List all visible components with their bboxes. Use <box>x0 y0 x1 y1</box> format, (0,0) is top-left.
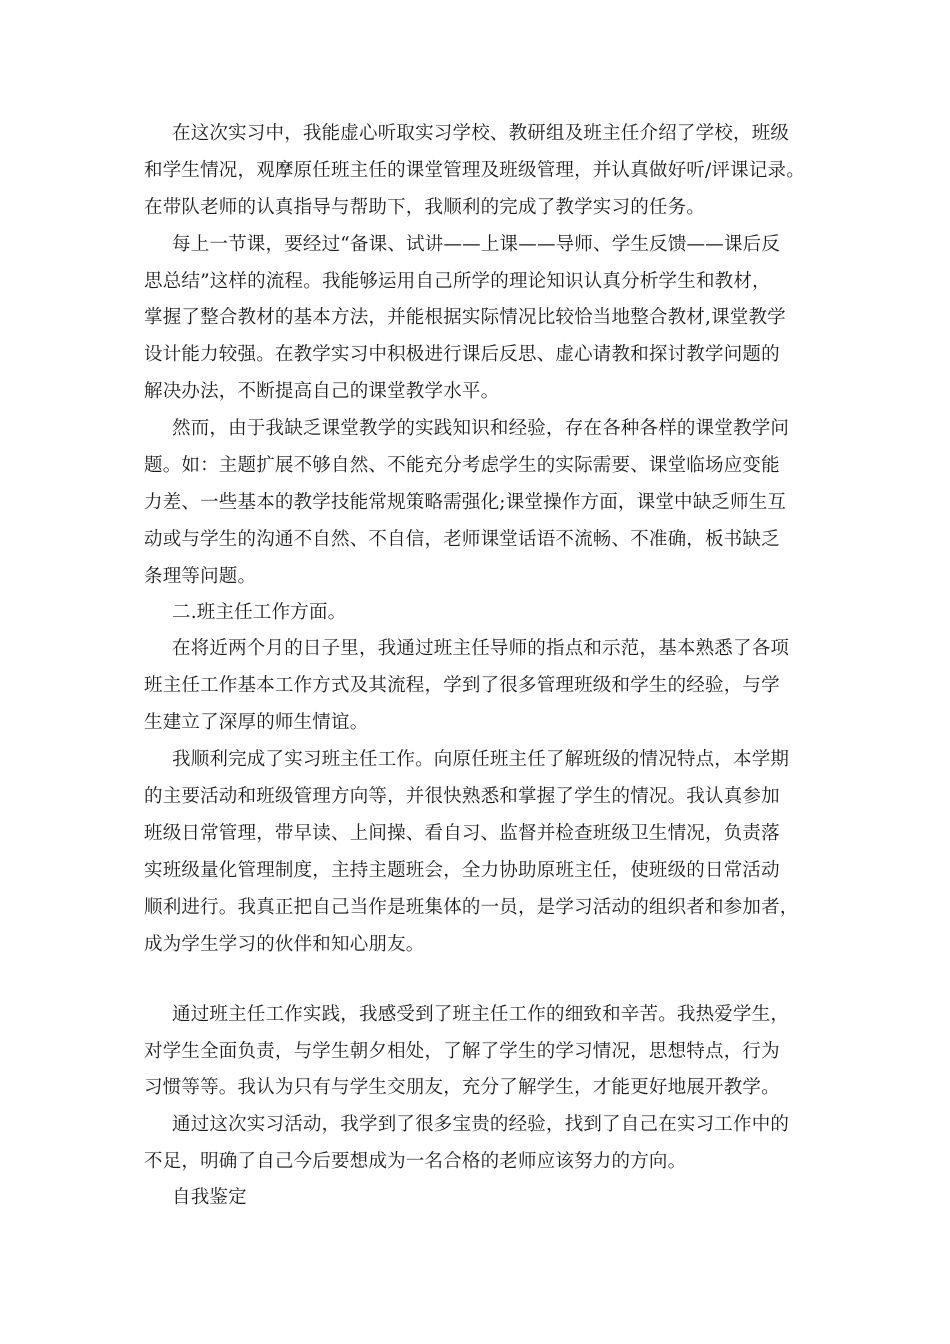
text-line: 设计能力较强。在教学实习中积极进行课后反思、虚心请教和探讨教学问题的 <box>144 344 780 365</box>
text-line: 在这次实习中，我能虚心听取实习学校、教研组及班主任介绍了学校，班级 <box>172 123 790 144</box>
text-line: 掌握了整合教材的基本方法，并能根据实际情况比较恰当地整合教材,课堂教学 <box>144 307 786 328</box>
text-line: 思总结”这样的流程。我能够运用自己所学的理论知识认真分析学生和教材， <box>144 271 771 292</box>
text-line: 的主要活动和班级管理方向等，并很快熟悉和掌握了学生的情况。我认真参加 <box>144 786 780 807</box>
text-line: 通过班主任工作实践，我感受到了班主任工作的细致和辛苦。我热爱学生， <box>172 1004 790 1025</box>
text-line: 不足，明确了自己今后要想成为一名合格的老师应该努力的方向。 <box>144 1151 687 1172</box>
section-heading: 自我鉴定 <box>172 1187 247 1208</box>
text-line: 我顺利完成了实习班主任工作。向原任班主任了解班级的情况特点，本学期 <box>172 749 790 770</box>
text-line: 班主任工作基本工作方式及其流程，学到了很多管理班级和学生的经验，与学 <box>144 675 780 696</box>
text-line: 在带队老师的认真指导与帮助下，我顺利的完成了教学实习的任务。 <box>144 197 706 218</box>
text-line: 习惯等等。我认为只有与学生交朋友，充分了解学生，才能更好地展开教学。 <box>144 1077 780 1098</box>
text-line: 顺利进行。我真正把自己当作是班集体的一员，是学习活动的组织者和参加者， <box>144 897 799 918</box>
text-line: 然而，由于我缺乏课堂教学的实践知识和经验，存在各种各样的课堂教学问 <box>172 418 790 439</box>
text-line: 解决办法，不断提高自己的课堂教学水平。 <box>144 381 500 402</box>
text-line: 每上一节课，要经过“备课、试讲——上课——导师、学生反馈——课后反 <box>172 234 781 255</box>
text-line: 条理等问题。 <box>144 566 257 587</box>
text-line: 力差、一些基本的教学技能常规策略需强化;课堂操作方面，课堂中缺乏师生互 <box>144 492 787 513</box>
text-line: 生建立了深厚的师生情谊。 <box>144 712 369 733</box>
text-line: 对学生全面负责，与学生朝夕相处，了解了学生的学习情况，思想特点，行为 <box>144 1041 780 1062</box>
text-line: 动或与学生的沟通不自然、不自信，老师课堂话语不流畅、不准确，板书缺乏 <box>144 529 780 550</box>
text-line: 通过这次实习活动，我学到了很多宝贵的经验，找到了自己在实习工作中的 <box>172 1114 790 1135</box>
text-line: 和学生情况，观摩原任班主任的课堂管理及班级管理，并认真做好听/评课记录。 <box>144 160 805 181</box>
section-heading: 二.班主任工作方面。 <box>172 602 347 623</box>
text-line: 实班级量化管理制度，主持主题班会，全力协助原班主任，使班级的日常活动 <box>144 860 780 881</box>
text-line: 班级日常管理，带早读、上间操、看自习、监督并检查班级卫生情况，负责落 <box>144 823 780 844</box>
text-line: 题。如：主题扩展不够自然、不能充分考虑学生的实际需要、课堂临场应变能 <box>144 455 780 476</box>
text-line: 成为学生学习的伙伴和知心朋友。 <box>144 934 425 955</box>
text-line: 在将近两个月的日子里，我通过班主任导师的指点和示范，基本熟悉了各项 <box>172 638 790 659</box>
